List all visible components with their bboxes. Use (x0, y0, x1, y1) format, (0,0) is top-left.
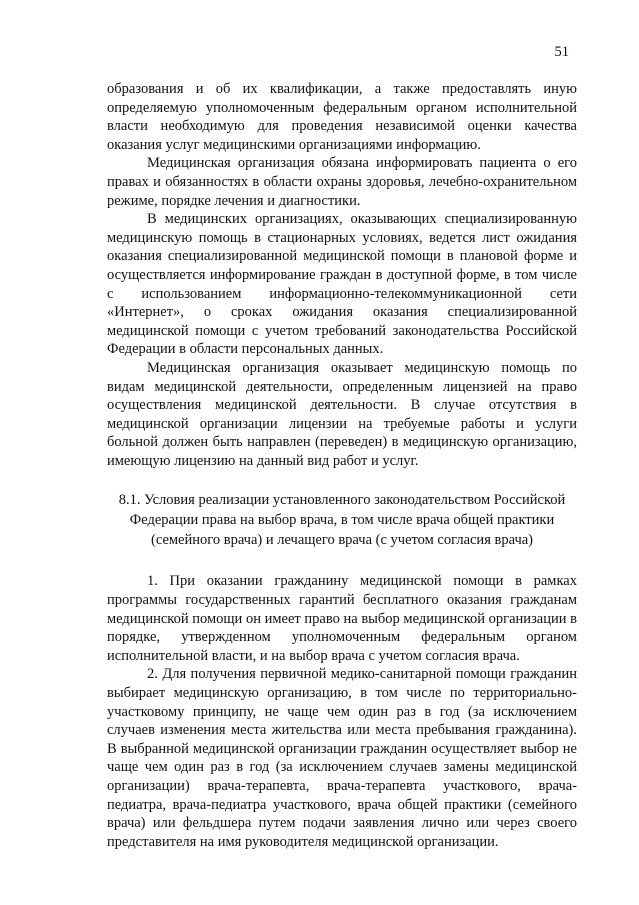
paragraph-continuation: образования и об их квалификации, а также предоставлять иную определяемую уполномоченным федеральным органом исполнительной власти необходимую для проведения независимой оценки качества оказания услуг медицинскими организациями информацию. (107, 81, 577, 153)
paragraph-patient-rights: Медицинская организация обязана информировать пациента о его правах и обязанностях в области охраны здоровья, лечебно-охранительном режиме, порядке лечения и диагностики. (107, 155, 577, 209)
page-number: 51 (554, 44, 569, 60)
document-body (107, 80, 577, 851)
section-heading: 8.1. Условия реализации установленного законодательством Российской Федерации права на выбор врача, в том числе врача общей практики (семейного врача) и лечащего врача (с учетом согласия врача) (118, 492, 566, 549)
paragraph-license: Медицинская организация оказывает медицинскую помощь по видам медицинской деятельности, определенным лицензией на право осуществления медицинской деятельности. В случае отсутствия в медицинской организации лицензии на требуемые работы и услуги больной должен быть направлен (переведен) в медицинскую организацию, имеющую лицензию на данный вид работ и услуг. (107, 359, 577, 469)
paragraph-waiting-list: В медицинских организациях, оказывающих специализированную медицинскую помощь в стационарных условиях, ведется лист ожидания оказания специализированной медицинской помощи в плановой форме и осуществляется информирование граждан в доступной форме, в том числе с использованием информационно-телекоммуникационной сети «Интернет», о сроках ожидания оказания специализированной медицинской помощи с учетом требований законодательства Российской Федерации в области персональных данных. (107, 211, 577, 358)
section-item-2: 2. Для получения первичной медико-санитарной помощи гражданин выбирает медицинскую организацию, в том числе по территориально-участковому принципу, не чаще чем один раз в год (за исключением случаев изменения места жительства или места пребывания гражданина). В выбранной медицинской организации гражданин осуществляет выбор не чаще чем один раз в год (за исключением случаев замены медицинской организации) врача-терапевта, врача-терапевта участкового, врача-педиатра, врача-педиатра участкового, врача общей практики (семейного врача) или фельдшера путем подачи заявления лично или через своего представителя на имя руководителя медицинской организации. (107, 666, 577, 850)
section-item-1: 1. При оказании гражданину медицинской помощи в рамках программы государственных гарантий бесплатного оказания гражданам медицинской помощи он имеет право на выбор медицинской организации в порядке, утвержденном уполномоченным федеральным органом исполнительной власти, и на выбор врача с учетом согласия врача. (107, 573, 577, 664)
